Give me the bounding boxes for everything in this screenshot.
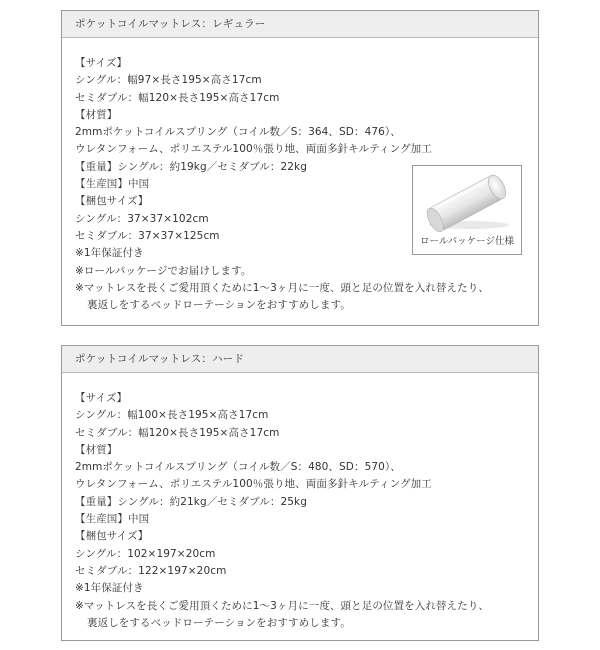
spec-line: シングル：幅97×長さ195×高さ17cm: [75, 74, 262, 87]
spec-line: 【材質】: [75, 443, 118, 456]
spec-line: ウレタンフォーム、ポリエステル100％張り地、両面多針キルティング加工: [75, 478, 432, 491]
spec-line: ウレタンフォーム、ポリエステル100％張り地、両面多針キルティング加工: [75, 143, 432, 156]
spec-line: 【重量】シングル：約21kg／セミダブル：25kg: [75, 495, 308, 508]
spec-line: 【重量】シングル：約19kg／セミダブル：22kg: [75, 160, 308, 173]
spec-line: ※1年保証付き: [75, 247, 144, 260]
spec-line: セミダブル：幅120×長さ195×高さ17cm: [75, 91, 280, 104]
spec-line: 裏返しをするベッドローテーションをおすすめします。: [87, 299, 351, 312]
panel-title: ポケットコイルマットレス：ハード: [62, 346, 538, 373]
spec-line: 2mmポケットコイルスプリング（コイル数／S：364、SD：476）、: [75, 126, 401, 139]
spec-line: シングル：102×197×20cm: [75, 547, 216, 560]
spec-line: 【材質】: [75, 108, 118, 121]
rolled-mattress-image: [417, 169, 517, 233]
spec-line: ※マットレスを長くご愛用頂くために1～3ヶ月に一度、頭と足の位置を入れ替えたり、: [75, 281, 489, 294]
spec-line: セミダブル：122×197×20cm: [75, 564, 227, 577]
roll-package-figure: [412, 165, 522, 255]
spec-line: 2mmポケットコイルスプリング（コイル数／S：480、SD：570）、: [75, 461, 401, 474]
spec-line: 【サイズ】: [75, 392, 128, 404]
spec-line: ※ロールパッケージでお届けします。: [75, 264, 252, 277]
panel-title: ポケットコイルマットレス：レギュラー: [62, 11, 538, 38]
spec-line: ※1年保証付き: [75, 582, 144, 595]
spec-line: 【生産国】中国: [75, 513, 150, 526]
spec-list: [62, 373, 538, 632]
spec-panel-hard: [61, 345, 539, 641]
spec-line: シングル：幅100×長さ195×高さ17cm: [75, 409, 269, 422]
spec-line: 【サイズ】: [75, 57, 128, 69]
spec-line: 【生産国】中国: [75, 178, 150, 191]
spec-line: セミダブル：37×37×125cm: [75, 229, 220, 242]
spec-line: セミダブル：幅120×長さ195×高さ17cm: [75, 426, 280, 439]
spec-line: 【梱包サイズ】: [75, 530, 149, 543]
roll-package-caption: ロールパッケージ仕様: [420, 236, 514, 247]
spec-line: 【梱包サイズ】: [75, 195, 149, 208]
spec-line: 裏返しをするベッドローテーションをおすすめします。: [87, 616, 351, 629]
spec-line: ※マットレスを長くご愛用頂くために1～3ヶ月に一度、頭と足の位置を入れ替えたり、: [75, 599, 489, 612]
spec-line: シングル：37×37×102cm: [75, 212, 209, 225]
